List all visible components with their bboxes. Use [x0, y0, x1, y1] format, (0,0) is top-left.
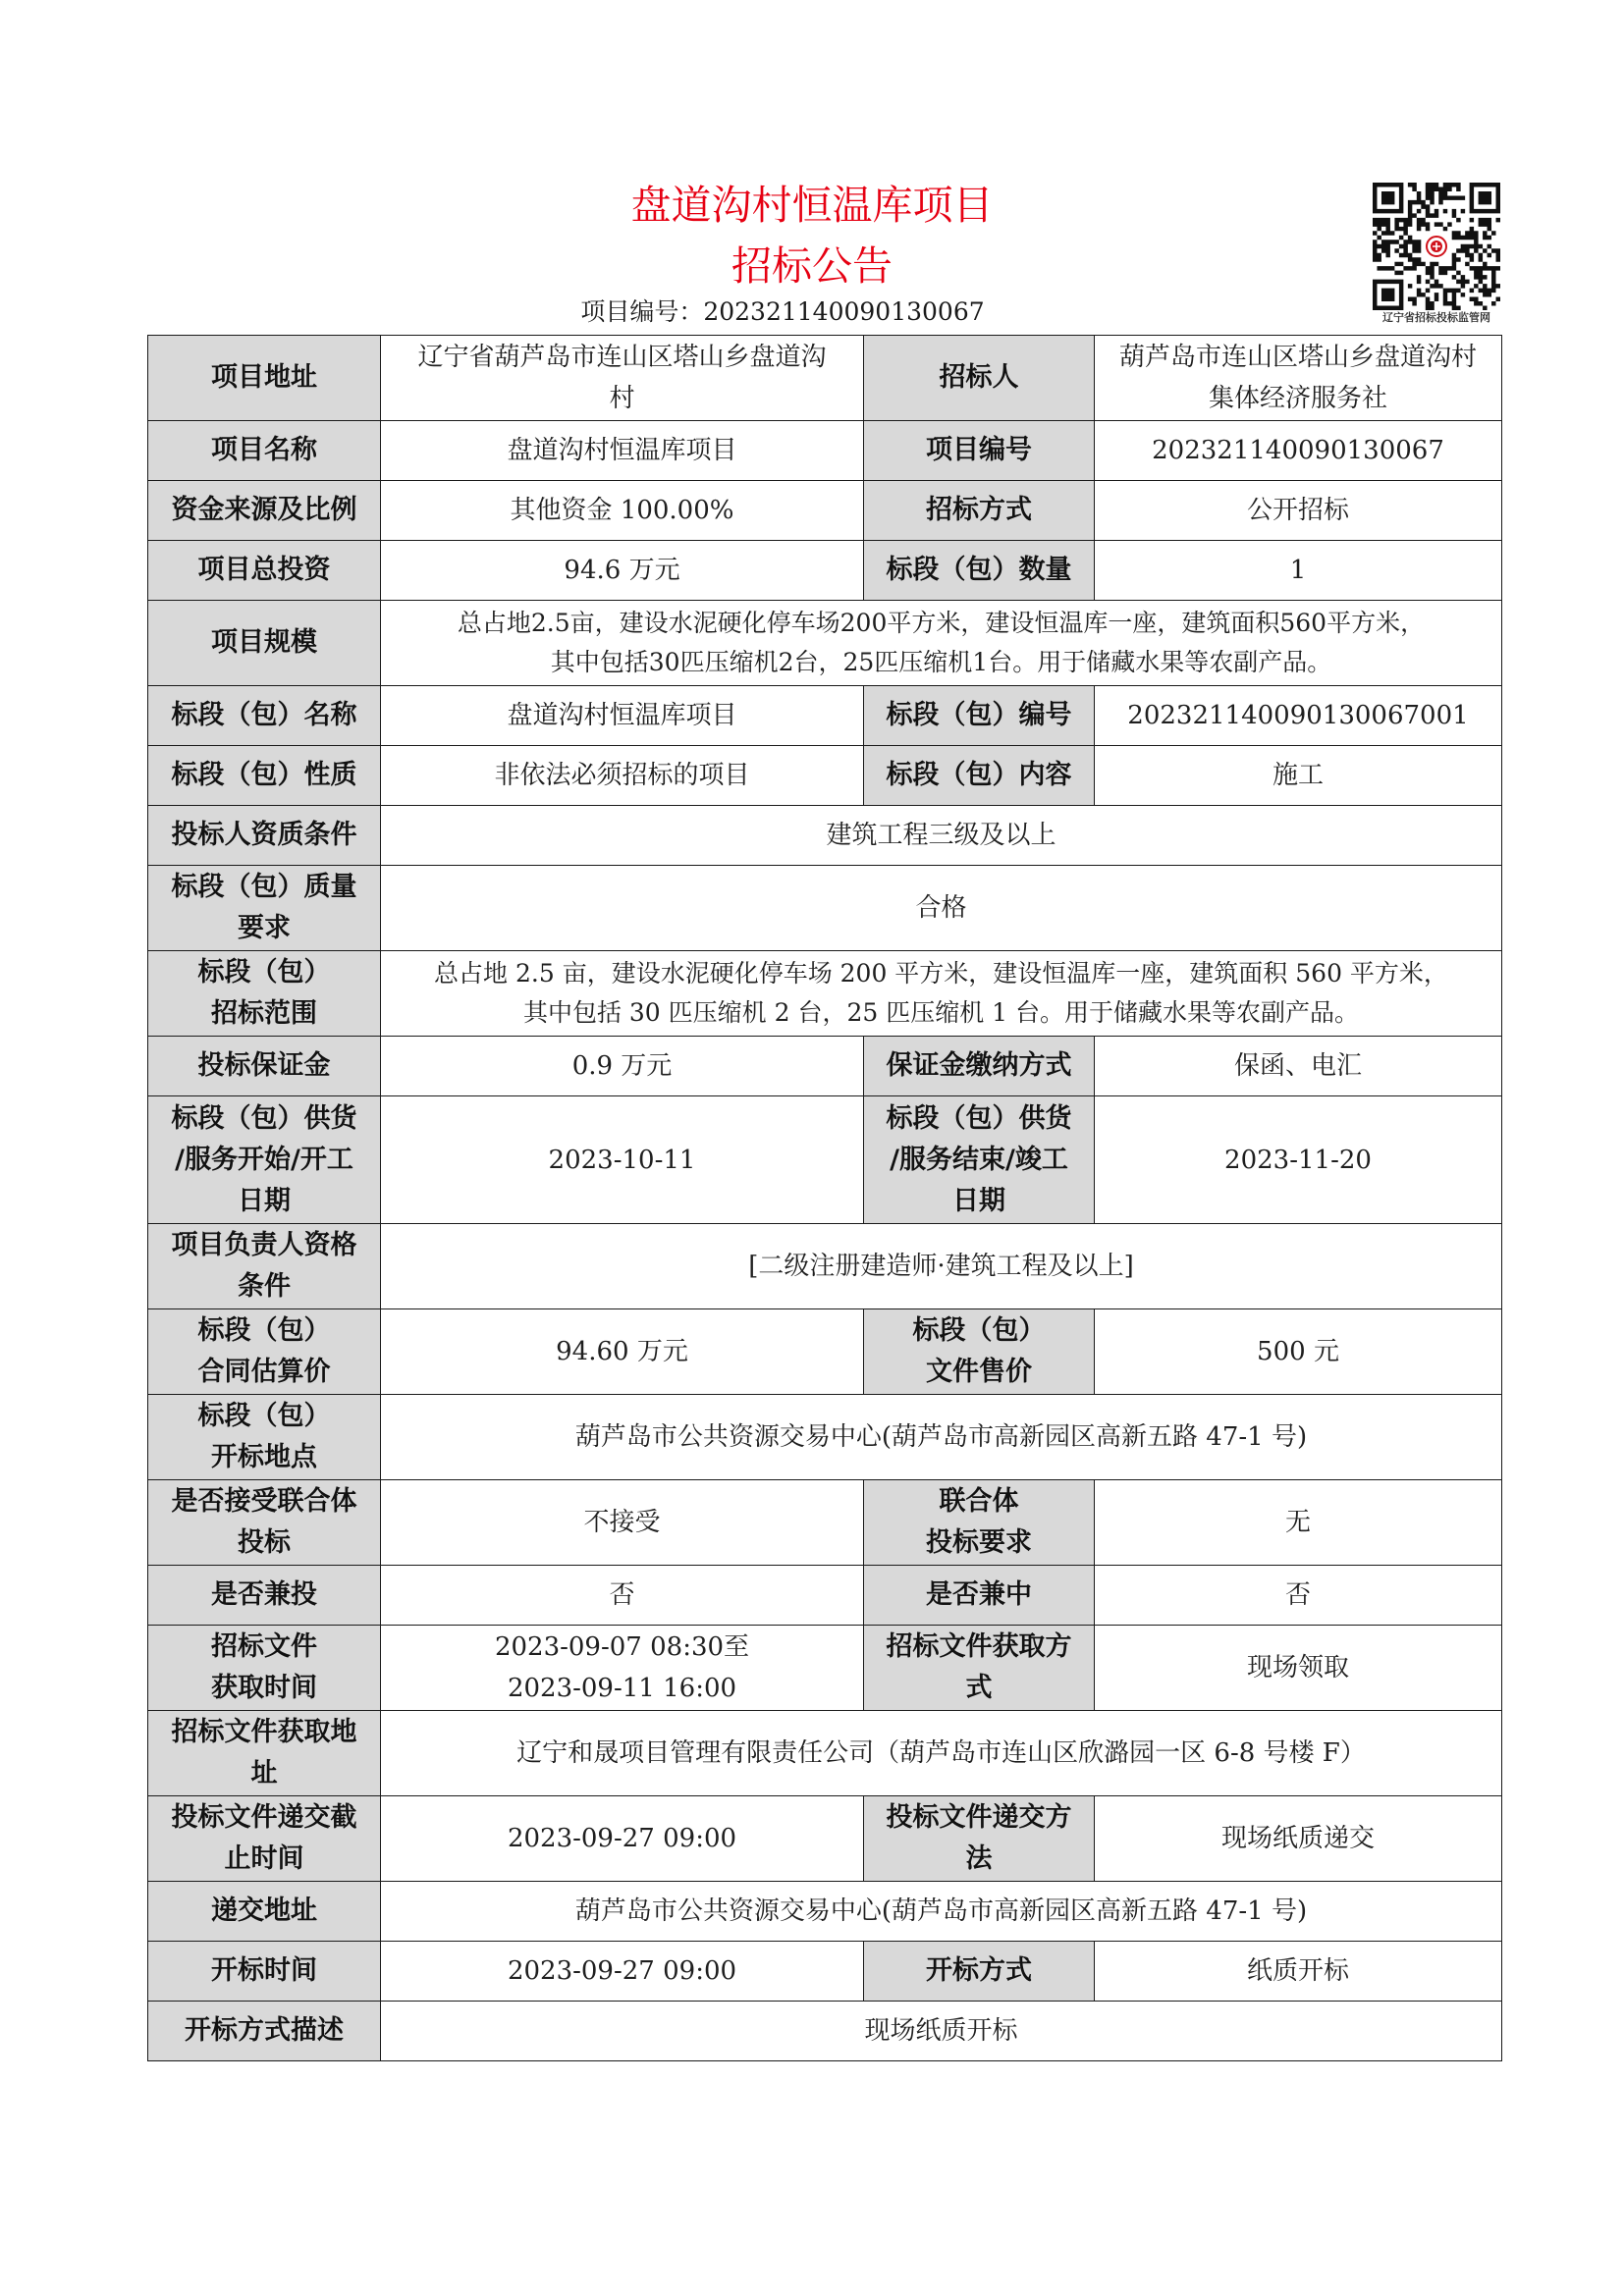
label-section-content: 标段（包）内容: [864, 746, 1095, 806]
seal-icon: [1425, 235, 1448, 258]
label-bidder-qualification: 投标人资质条件: [148, 806, 381, 866]
value-bid-opening-location: 葫芦岛市公共资源交易中心(葫芦岛市高新园区高新五路 47-1 号): [381, 1395, 1502, 1480]
label-end-date: 标段（包）供货 /服务结束/竣工 日期: [864, 1096, 1095, 1224]
label-project-name: 项目名称: [148, 421, 381, 481]
label-bid-opening-description: 开标方式描述: [148, 2002, 381, 2061]
table-row: [148, 541, 1502, 601]
label-document-acquisition-time: 招标文件 获取时间: [148, 1626, 381, 1711]
label-tender-method: 招标方式: [864, 481, 1095, 541]
value-fund-source: 其他资金 100.00%: [381, 481, 864, 541]
label-section-count: 标段（包）数量: [864, 541, 1095, 601]
table-row: [148, 1224, 1502, 1309]
table-row: [148, 2002, 1502, 2061]
table-row: [148, 746, 1502, 806]
label-tenderer: 招标人: [864, 336, 1095, 421]
value-section-name: 盘道沟村恒温库项目: [381, 686, 864, 746]
label-bid-deadline: 投标文件递交截 止时间: [148, 1796, 381, 1882]
table-row: [148, 1626, 1502, 1711]
value-document-price: 500 元: [1095, 1309, 1502, 1395]
label-bid-opening-location: 标段（包） 开标地点: [148, 1395, 381, 1480]
table-row: [148, 421, 1502, 481]
tender-info-table: [147, 335, 1502, 2061]
value-bid-opening-method: 纸质开标: [1095, 1942, 1502, 2002]
value-project-number: 202321140090130067: [1095, 421, 1502, 481]
table-row: [148, 1796, 1502, 1882]
label-document-acquisition-method: 招标文件获取方 式: [864, 1626, 1095, 1711]
value-consortium-requirement: 无: [1095, 1480, 1502, 1566]
value-start-date: 2023-10-11: [381, 1096, 864, 1224]
label-project-number: 项目编号: [864, 421, 1095, 481]
value-submission-address: 葫芦岛市公共资源交易中心(葫芦岛市高新园区高新五路 47-1 号): [381, 1882, 1502, 1942]
label-bid-bond: 投标保证金: [148, 1037, 381, 1096]
document-title: 盘道沟村恒温库项目: [630, 182, 994, 229]
table-row: [148, 481, 1502, 541]
label-bid-submission-method: 投标文件递交方 法: [864, 1796, 1095, 1882]
value-project-address: 辽宁省葫芦岛市连山区塔山乡盘道沟 村: [381, 336, 864, 421]
value-section-count: 1: [1095, 541, 1502, 601]
label-project-address: 项目地址: [148, 336, 381, 421]
label-total-investment: 项目总投资: [148, 541, 381, 601]
table-row: [148, 336, 1502, 421]
label-multiple-bids: 是否兼投: [148, 1566, 381, 1626]
label-accept-consortium: 是否接受联合体 投标: [148, 1480, 381, 1566]
value-contract-estimate: 94.60 万元: [381, 1309, 864, 1395]
value-manager-qualification: [二级注册建造师·建筑工程及以上]: [381, 1224, 1502, 1309]
value-bid-deadline: 2023-09-27 09:00: [381, 1796, 864, 1882]
label-document-price: 标段（包） 文件售价: [864, 1309, 1095, 1395]
table-row: [148, 1566, 1502, 1626]
label-submission-address: 递交地址: [148, 1882, 381, 1942]
value-tender-scope: 总占地 2.5 亩，建设水泥硬化停车场 200 平方米，建设恒温库一座，建筑面积 560 平方米， 其中包括 30 匹压缩机 2 台，25 匹压缩机 1 台。用于储藏水果等农副产品。: [381, 951, 1502, 1037]
label-consortium-requirement: 联合体 投标要求: [864, 1480, 1095, 1566]
value-project-scale: 总占地2.5亩，建设水泥硬化停车场200平方米，建设恒温库一座，建筑面积560平方米， 其中包括30匹压缩机2台，25匹压缩机1台。用于储藏水果等农副产品。: [381, 601, 1502, 686]
qr-code-icon: [1373, 183, 1500, 310]
label-fund-source: 资金来源及比例: [148, 481, 381, 541]
table-row: [148, 1480, 1502, 1566]
value-multiple-bids: 否: [381, 1566, 864, 1626]
table-row: [148, 866, 1502, 951]
label-bid-opening-time: 开标时间: [148, 1942, 381, 2002]
document-subtitle: 招标公告: [731, 242, 893, 290]
label-project-scale: 项目规模: [148, 601, 381, 686]
table-row: [148, 1037, 1502, 1096]
value-section-number: 202321140090130067001: [1095, 686, 1502, 746]
table-row: [148, 1096, 1502, 1224]
label-section-name: 标段（包）名称: [148, 686, 381, 746]
value-multiple-wins: 否: [1095, 1566, 1502, 1626]
value-quality-requirement: 合格: [381, 866, 1502, 951]
value-bid-submission-method: 现场纸质递交: [1095, 1796, 1502, 1882]
label-section-number: 标段（包）编号: [864, 686, 1095, 746]
label-tender-scope: 标段（包） 招标范围: [148, 951, 381, 1037]
label-multiple-wins: 是否兼中: [864, 1566, 1095, 1626]
value-bid-opening-time: 2023-09-27 09:00: [381, 1942, 864, 2002]
value-bond-payment-method: 保函、电汇: [1095, 1037, 1502, 1096]
table-row: [148, 601, 1502, 686]
label-manager-qualification: 项目负责人资格 条件: [148, 1224, 381, 1309]
table-row: [148, 686, 1502, 746]
qr-caption: 辽宁省招标投标监管网: [1382, 311, 1490, 324]
label-bid-opening-method: 开标方式: [864, 1942, 1095, 2002]
value-section-content: 施工: [1095, 746, 1502, 806]
label-contract-estimate: 标段（包） 合同估算价: [148, 1309, 381, 1395]
value-bid-opening-description: 现场纸质开标: [381, 2002, 1502, 2061]
label-section-nature: 标段（包）性质: [148, 746, 381, 806]
value-bidder-qualification: 建筑工程三级及以上: [381, 806, 1502, 866]
value-total-investment: 94.6 万元: [381, 541, 864, 601]
value-document-acquisition-method: 现场领取: [1095, 1626, 1502, 1711]
table-row: [148, 1882, 1502, 1942]
label-start-date: 标段（包）供货 /服务开始/开工 日期: [148, 1096, 381, 1224]
value-accept-consortium: 不接受: [381, 1480, 864, 1566]
table-row: [148, 806, 1502, 866]
value-bid-bond: 0.9 万元: [381, 1037, 864, 1096]
qr-code-graphic: [1373, 183, 1500, 310]
value-section-nature: 非依法必须招标的项目: [381, 746, 864, 806]
value-tenderer: 葫芦岛市连山区塔山乡盘道沟村 集体经济服务社: [1095, 336, 1502, 421]
label-document-acquisition-address: 招标文件获取地 址: [148, 1711, 381, 1796]
table-row: [148, 1942, 1502, 2002]
value-document-acquisition-time: 2023-09-07 08:30至 2023-09-11 16:00: [381, 1626, 864, 1711]
label-bond-payment-method: 保证金缴纳方式: [864, 1037, 1095, 1096]
table-row: [148, 951, 1502, 1037]
project-number-line: 项目编号：202321140090130067: [580, 297, 985, 326]
table-row: [148, 1309, 1502, 1395]
value-end-date: 2023-11-20: [1095, 1096, 1502, 1224]
label-quality-requirement: 标段（包）质量 要求: [148, 866, 381, 951]
table-row: [148, 1395, 1502, 1480]
value-tender-method: 公开招标: [1095, 481, 1502, 541]
value-project-name: 盘道沟村恒温库项目: [381, 421, 864, 481]
table-row: [148, 1711, 1502, 1796]
value-document-acquisition-address: 辽宁和晟项目管理有限责任公司（葫芦岛市连山区欣潞园一区 6-8 号楼 F）: [381, 1711, 1502, 1796]
